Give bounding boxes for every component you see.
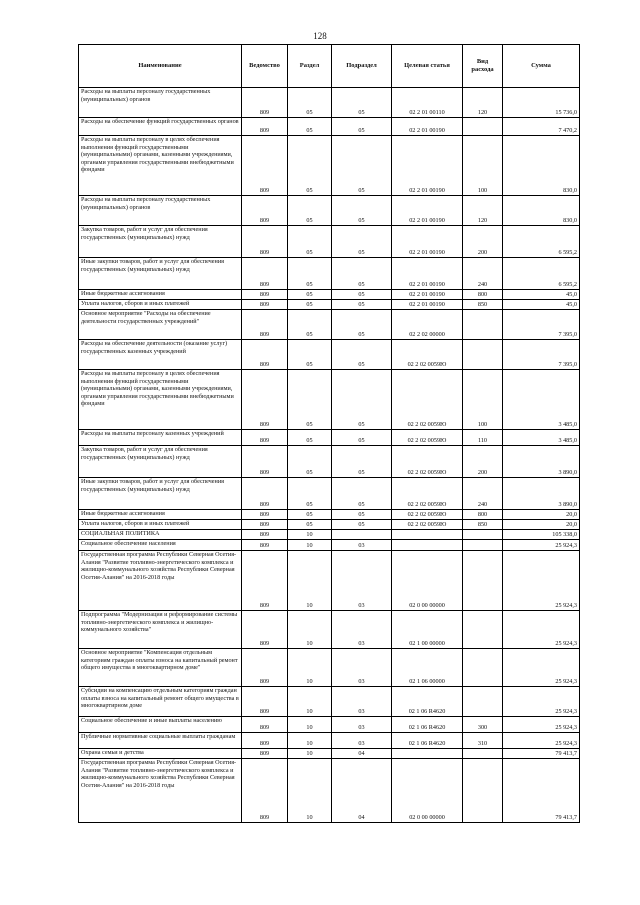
row-section-cell: 10: [288, 649, 332, 687]
row-sum-cell: 25 924,3: [503, 611, 580, 649]
table-row: [79, 310, 580, 340]
row-sum-cell: 3 890,0: [503, 446, 580, 478]
table-row: [79, 226, 580, 258]
row-target-cell: [392, 540, 463, 551]
row-target-cell: 02 2 01 00190: [392, 258, 463, 290]
row-target-cell: 02 2 01 00190: [392, 196, 463, 226]
table-row: [79, 430, 580, 446]
row-target-cell: 02 0 00 00000: [392, 551, 463, 611]
row-section-cell: 05: [288, 510, 332, 520]
header-sum: Сумма: [503, 45, 580, 88]
header-section: Раздел: [288, 45, 332, 88]
row-section-cell: 10: [288, 540, 332, 551]
row-target-cell: 02 2 02 0059Ю: [392, 370, 463, 430]
row-expense-type-cell: 120: [463, 196, 503, 226]
row-expense-type-cell: [463, 611, 503, 649]
row-target-cell: 02 2 02 0059Ю: [392, 430, 463, 446]
row-name-cell: Публичные нормативные социальные выплаты гражданам: [79, 733, 242, 749]
row-sum-cell: 45,0: [503, 290, 580, 300]
row-section-cell: 05: [288, 310, 332, 340]
row-section-cell: 05: [288, 136, 332, 196]
row-expense-type-cell: 110: [463, 430, 503, 446]
row-expense-type-cell: [463, 540, 503, 551]
row-dept-cell: 809: [242, 510, 288, 520]
row-dept-cell: 809: [242, 370, 288, 430]
row-target-cell: [392, 530, 463, 540]
row-target-cell: 02 2 02 0059Ю: [392, 510, 463, 520]
row-name-cell: Иные бюджетные ассигнования: [79, 290, 242, 300]
row-section-cell: 10: [288, 611, 332, 649]
row-expense-type-cell: 310: [463, 733, 503, 749]
row-subsection-cell: 03: [332, 611, 392, 649]
row-expense-type-cell: 800: [463, 290, 503, 300]
row-sum-cell: 7 395,0: [503, 310, 580, 340]
row-sum-cell: 20,0: [503, 520, 580, 530]
row-subsection-cell: 05: [332, 520, 392, 530]
row-section-cell: 10: [288, 687, 332, 717]
row-subsection-cell: 05: [332, 136, 392, 196]
row-expense-type-cell: [463, 118, 503, 136]
row-section-cell: 05: [288, 340, 332, 370]
table-row: [79, 611, 580, 649]
row-subsection-cell: 05: [332, 310, 392, 340]
row-expense-type-cell: 800: [463, 510, 503, 520]
row-subsection-cell: 05: [332, 430, 392, 446]
row-sum-cell: 830,0: [503, 136, 580, 196]
row-section-cell: 05: [288, 430, 332, 446]
row-dept-cell: 809: [242, 136, 288, 196]
row-name-cell: Закупка товаров, работ и услуг для обеспечения государственных (муниципальных) нужд: [79, 226, 242, 258]
row-name-cell: Уплата налогов, сборов и иных платежей: [79, 520, 242, 530]
row-sum-cell: 79 413,7: [503, 749, 580, 759]
row-section-cell: 10: [288, 551, 332, 611]
table-body: [79, 88, 580, 823]
row-expense-type-cell: [463, 759, 503, 823]
row-expense-type-cell: 240: [463, 478, 503, 510]
row-expense-type-cell: [463, 551, 503, 611]
row-subsection-cell: 05: [332, 300, 392, 310]
row-subsection-cell: 05: [332, 226, 392, 258]
row-section-cell: 05: [288, 118, 332, 136]
row-section-cell: 05: [288, 446, 332, 478]
row-dept-cell: 809: [242, 300, 288, 310]
row-expense-type-cell: [463, 310, 503, 340]
row-dept-cell: 809: [242, 88, 288, 118]
row-dept-cell: 809: [242, 340, 288, 370]
row-dept-cell: 809: [242, 540, 288, 551]
row-dept-cell: 809: [242, 611, 288, 649]
row-name-cell: Расходы на обеспечение деятельности (оказание услуг) государственных казенных учреждений: [79, 340, 242, 370]
row-subsection-cell: 04: [332, 759, 392, 823]
page-number: 128: [313, 31, 327, 41]
table-row: [79, 196, 580, 226]
row-expense-type-cell: 300: [463, 717, 503, 733]
row-target-cell: 02 1 06 00000: [392, 649, 463, 687]
row-name-cell: Основное мероприятие "Расходы на обеспечение деятельности государственных учреждений": [79, 310, 242, 340]
row-sum-cell: 25 924,3: [503, 717, 580, 733]
row-dept-cell: 809: [242, 530, 288, 540]
row-expense-type-cell: [463, 749, 503, 759]
row-target-cell: 02 2 01 00190: [392, 300, 463, 310]
row-sum-cell: 830,0: [503, 196, 580, 226]
row-name-cell: Расходы на выплаты персоналу государственных (муниципальных) органов: [79, 196, 242, 226]
row-dept-cell: 809: [242, 717, 288, 733]
row-expense-type-cell: 850: [463, 300, 503, 310]
row-sum-cell: 6 595,2: [503, 258, 580, 290]
table-row: [79, 551, 580, 611]
row-subsection-cell: [332, 530, 392, 540]
row-subsection-cell: 05: [332, 478, 392, 510]
table-row: [79, 687, 580, 717]
row-name-cell: Уплата налогов, сборов и иных платежей: [79, 300, 242, 310]
row-name-cell: Расходы на выплаты персоналу казенных учреждений: [79, 430, 242, 446]
row-name-cell: Иные закупки товаров, работ и услуг для обеспечения государственных (муниципальных) нужд: [79, 478, 242, 510]
row-name-cell: Охрана семьи и детства: [79, 749, 242, 759]
row-target-cell: 02 2 02 0059Ю: [392, 520, 463, 530]
row-name-cell: Иные закупки товаров, работ и услуг для обеспечения государственных (муниципальных) нужд: [79, 258, 242, 290]
row-sum-cell: 25 924,3: [503, 649, 580, 687]
row-section-cell: 05: [288, 300, 332, 310]
row-dept-cell: 809: [242, 310, 288, 340]
table-row: [79, 733, 580, 749]
row-subsection-cell: 05: [332, 370, 392, 430]
row-sum-cell: 7 470,2: [503, 118, 580, 136]
row-subsection-cell: 03: [332, 649, 392, 687]
row-name-cell: Иные бюджетные ассигнования: [79, 510, 242, 520]
row-expense-type-cell: [463, 687, 503, 717]
row-subsection-cell: 04: [332, 749, 392, 759]
row-name-cell: СОЦИАЛЬНАЯ ПОЛИТИКА: [79, 530, 242, 540]
row-name-cell: Государственная программа Республики Северная Осетия-Алания "Развитие топливно-энергетического комплекса и жилищно-коммунального хозяйства Республики Северная Осетия-Алания" на 2016-2018 годы: [79, 759, 242, 823]
row-expense-type-cell: 100: [463, 136, 503, 196]
table-row: [79, 118, 580, 136]
row-name-cell: Подпрограмма "Модернизация и реформирование системы топливно-энергетического комплекса и жилищно-коммунального хозяйства": [79, 611, 242, 649]
row-section-cell: 05: [288, 478, 332, 510]
row-target-cell: 02 2 01 00190: [392, 136, 463, 196]
row-target-cell: 02 1 06 R4620: [392, 733, 463, 749]
header-subsection: Подраздел: [332, 45, 392, 88]
table-row: [79, 478, 580, 510]
row-sum-cell: 15 736,0: [503, 88, 580, 118]
row-expense-type-cell: 100: [463, 370, 503, 430]
row-section-cell: 05: [288, 520, 332, 530]
header-name: Наименование: [79, 45, 242, 88]
row-target-cell: 02 2 01 00190: [392, 226, 463, 258]
row-name-cell: Расходы на выплаты персоналу в целях обеспечения выполнения функций государственными (муниципальными) органами, казенными учреждениями, органами управления государственными внебюджетными фондами: [79, 370, 242, 430]
row-section-cell: 05: [288, 226, 332, 258]
row-subsection-cell: 05: [332, 446, 392, 478]
header-target: Целевая статья: [392, 45, 463, 88]
row-dept-cell: 809: [242, 446, 288, 478]
row-target-cell: 02 2 02 0059Ю: [392, 446, 463, 478]
row-section-cell: 10: [288, 759, 332, 823]
table-row: [79, 136, 580, 196]
row-subsection-cell: 03: [332, 687, 392, 717]
row-name-cell: Субсидии на компенсацию отдельным категориям граждан оплаты взноса на капитальный ремонт общего имущества в многоквартирном доме: [79, 687, 242, 717]
row-sum-cell: 7 395,0: [503, 340, 580, 370]
row-sum-cell: 25 924,3: [503, 687, 580, 717]
row-name-cell: Социальное обеспечение и иные выплаты населению: [79, 717, 242, 733]
row-section-cell: 05: [288, 258, 332, 290]
row-name-cell: Расходы на выплаты персоналу государственных (муниципальных) органов: [79, 88, 242, 118]
row-dept-cell: 809: [242, 520, 288, 530]
table-row: [79, 540, 580, 551]
header-expense-type: Вид расхода: [463, 45, 503, 88]
row-target-cell: 02 1 06 R4620: [392, 687, 463, 717]
row-section-cell: 10: [288, 733, 332, 749]
row-expense-type-cell: [463, 530, 503, 540]
row-sum-cell: 105 338,0: [503, 530, 580, 540]
row-subsection-cell: 05: [332, 88, 392, 118]
table-row: [79, 717, 580, 733]
row-subsection-cell: 03: [332, 551, 392, 611]
row-expense-type-cell: [463, 340, 503, 370]
row-dept-cell: 809: [242, 687, 288, 717]
row-target-cell: 02 0 00 00000: [392, 759, 463, 823]
budget-table: [78, 44, 580, 823]
row-dept-cell: 809: [242, 118, 288, 136]
row-section-cell: 10: [288, 717, 332, 733]
table-row: [79, 340, 580, 370]
row-target-cell: [392, 749, 463, 759]
table-row: [79, 530, 580, 540]
row-target-cell: 02 1 00 00000: [392, 611, 463, 649]
table-row: [79, 510, 580, 520]
row-dept-cell: 809: [242, 290, 288, 300]
table-row: [79, 749, 580, 759]
row-expense-type-cell: 200: [463, 226, 503, 258]
row-target-cell: 02 2 01 00190: [392, 118, 463, 136]
table-row: [79, 88, 580, 118]
row-section-cell: 05: [288, 196, 332, 226]
row-section-cell: 10: [288, 530, 332, 540]
row-target-cell: 02 2 02 0059Ю: [392, 478, 463, 510]
row-sum-cell: 3 485,0: [503, 370, 580, 430]
row-section-cell: 05: [288, 88, 332, 118]
row-dept-cell: 809: [242, 478, 288, 510]
row-sum-cell: 25 924,3: [503, 551, 580, 611]
row-subsection-cell: 05: [332, 258, 392, 290]
table-row: [79, 649, 580, 687]
row-target-cell: 02 2 01 00190: [392, 290, 463, 300]
row-section-cell: 05: [288, 290, 332, 300]
row-expense-type-cell: 120: [463, 88, 503, 118]
row-subsection-cell: 05: [332, 290, 392, 300]
row-name-cell: Закупка товаров, работ и услуг для обеспечения государственных (муниципальных) нужд: [79, 446, 242, 478]
row-subsection-cell: 05: [332, 510, 392, 520]
row-name-cell: Социальное обеспечение населения: [79, 540, 242, 551]
row-dept-cell: 809: [242, 759, 288, 823]
row-dept-cell: 809: [242, 430, 288, 446]
row-subsection-cell: 03: [332, 540, 392, 551]
row-name-cell: Расходы на обеспечение функций государственных органов: [79, 118, 242, 136]
row-expense-type-cell: 200: [463, 446, 503, 478]
table-row: [79, 759, 580, 823]
row-name-cell: Государственная программа Республики Северная Осетия-Алания "Развитие топливно-энергетического комплекса и жилищно-коммунального хозяйства Республики Северная Осетия-Алания" на 2016-2018 годы: [79, 551, 242, 611]
row-sum-cell: 79 413,7: [503, 759, 580, 823]
row-sum-cell: 3 485,0: [503, 430, 580, 446]
row-target-cell: 02 2 02 0059Ю: [392, 340, 463, 370]
row-expense-type-cell: 240: [463, 258, 503, 290]
row-sum-cell: 45,0: [503, 300, 580, 310]
table-row: [79, 258, 580, 290]
row-dept-cell: 809: [242, 196, 288, 226]
row-dept-cell: 809: [242, 733, 288, 749]
row-subsection-cell: 05: [332, 118, 392, 136]
table-row: [79, 520, 580, 530]
row-expense-type-cell: [463, 649, 503, 687]
row-dept-cell: 809: [242, 226, 288, 258]
row-target-cell: 02 1 06 R4620: [392, 717, 463, 733]
row-name-cell: Основное мероприятие "Компенсация отдельным категориям граждан оплаты взноса на капитальный ремонт общего имущества в многоквартирном доме": [79, 649, 242, 687]
row-name-cell: Расходы на выплаты персоналу в целях обеспечения выполнения функций государственными (муниципальными) органами, казенными учреждениями, органами управления государственными внебюджетными фондами: [79, 136, 242, 196]
row-dept-cell: 809: [242, 749, 288, 759]
table-row: [79, 370, 580, 430]
row-dept-cell: 809: [242, 551, 288, 611]
row-subsection-cell: 05: [332, 196, 392, 226]
row-sum-cell: 25 924,3: [503, 540, 580, 551]
row-target-cell: 02 2 01 00110: [392, 88, 463, 118]
row-dept-cell: 809: [242, 649, 288, 687]
row-dept-cell: 809: [242, 258, 288, 290]
row-subsection-cell: 03: [332, 733, 392, 749]
row-sum-cell: 20,0: [503, 510, 580, 520]
table-row: [79, 446, 580, 478]
row-subsection-cell: 03: [332, 717, 392, 733]
row-subsection-cell: 05: [332, 340, 392, 370]
header-dept: Ведомство: [242, 45, 288, 88]
table-row: [79, 300, 580, 310]
row-target-cell: 02 2 02 00000: [392, 310, 463, 340]
row-expense-type-cell: 850: [463, 520, 503, 530]
table-header-row: [79, 45, 580, 88]
row-sum-cell: 3 890,0: [503, 478, 580, 510]
table-row: [79, 290, 580, 300]
row-sum-cell: 6 595,2: [503, 226, 580, 258]
row-section-cell: 10: [288, 749, 332, 759]
row-section-cell: 05: [288, 370, 332, 430]
row-sum-cell: 25 924,3: [503, 733, 580, 749]
